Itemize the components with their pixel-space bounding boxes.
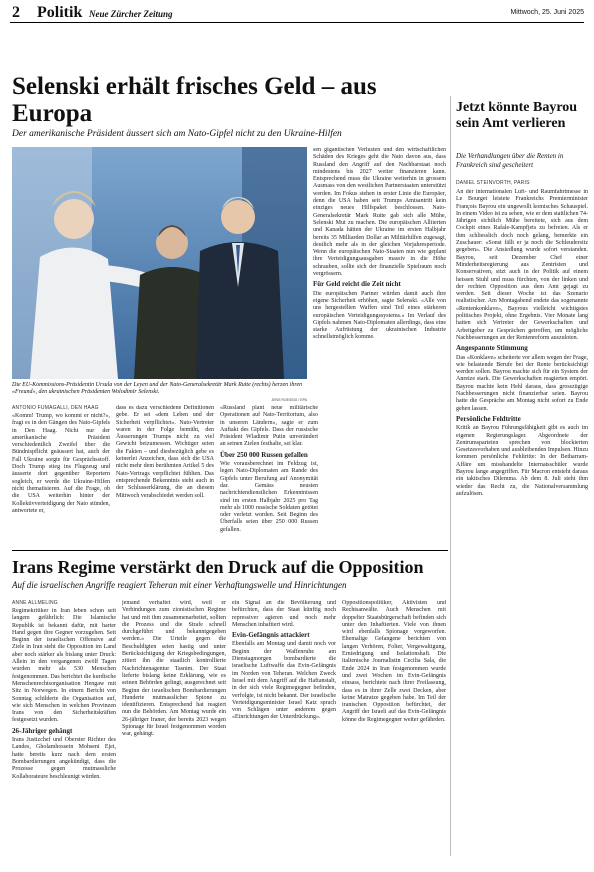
second-headline: Irans Regime verstärkt den Druck auf die Opposition: [12, 557, 424, 577]
second-column-3: [232, 600, 336, 858]
lead-byline: ANTONIO FUMAGALLI, DEN HAAG: [12, 405, 99, 411]
newspaper-name: Neue Zürcher Zeitung: [89, 9, 173, 19]
second-col1b-text: Irans Justizchef und Oberster Richter des Landes, Gholamhossein Mohseni Ejei, hatte bereits kurz nach dem ersten Bombardierungen angekündigt, dass die Prozesse gegen mutmassliche Kollaborateure beschleunigt würden.: [12, 737, 116, 780]
second-byline: ANNE ALLMELING: [12, 600, 58, 606]
sidebar-body-2: Das «Konklave» scheiterte vor allem wegen der Frage, wie belastende Berufe bei der Rente berücksichtigt werden sollen. Bayrou machte sich für ein System der Anreize stark. Die Gewerkschaften reagierten empört. Bayrou machte kein Hehl daraus, dass grosszügige Nachbesserungen nicht finanzierbar seien. Bayrou hatte die Gespräche am Montag nicht sofort zu Ende gehen lassen.: [456, 354, 588, 412]
sidebar-body: [456, 189, 588, 859]
second-col3b-text: Ebenfalls am Montag und damit noch vor Beginn der Waffenruhe am Dienstagmorgen bombardierte die israelische Luftwaffe das Evin-Gefängnis im Norden von Teheran. Welchen Zweck Israel mit dem Angriff auf die Haftanstalt, in der sich viele Regimegegner befinden, verfolgte, ist nicht bekannt. Der israelische Verteidigungsminister Israel Katz sprach von Schlägen unter anderem gegen «Einrichtungen der Unterdrückung».: [232, 641, 336, 721]
lead-subheadline: Der amerikanische Präsident äussert sich am Nato-Gipfel nicht zu den Ukraine-Hilfen: [12, 129, 342, 139]
lead-col3b-text: Wie vorausberechnet im Feldzug ist, legen Nato-Diplomaten am Rande des Gipfels unter Berufung auf Anonymität dar. Gemäss neusten nachrichtendienstlichen Erkenntnissen sind im ersten Halbjahr 2025 pro Tag mehr als 1000 russische Soldaten getötet oder verletzt worden. Seit Beginn des Überfalls seien über 250 000 Russen gefallen.: [220, 461, 318, 533]
issue-date: Mittwoch, 25. Juni 2025: [510, 9, 584, 16]
lead-column-3: [220, 405, 318, 541]
lead-col1-text: «Komm! Trump, wo kommt er nicht?», fragt es in den Gängen des Nato-Gipfels in Den Haag. Nicht nur der amerikanische Präsident verschiedentlich Zweifel über die Bündnispflicht geäussert hat, auch der Fall Ukraine sorgte für Gesprächsstoff. Doch Trump stieg ins Flugzeug und äusserte dort gegenüber Reportern sogleich, er werde die Ukraine-Hilfen nicht thematisieren. Auf die Frage, ob die USA weiterhin hinter der Kollektivverteidigung der Nato stünden, antwortete er,: [12, 413, 110, 514]
photo-credit: JENS ROESSIG / EPA: [271, 398, 307, 402]
lead-column-1: [12, 413, 110, 541]
second-column-4: [342, 600, 446, 858]
sidebar-subheadline: Die Verhandlungen über die Renten in Frankreich sind gescheitert: [456, 152, 564, 169]
lead-col4-subhead: Für Geld reicht die Zeit nicht: [313, 280, 401, 289]
page-number: 2: [12, 4, 20, 21]
second-column-1: [12, 608, 116, 858]
lead-photo: [12, 147, 307, 379]
sidebar-body-1: An der internationalen Luft- und Raumfahrtmesse in Le Bourget leistete Frankreichs Premierminister François Bayrou ein ungewollt komisches Schauspiel. In einem Video ist zu sehen, wie er dem stattlichen 74-Jährigen sichtlich Mühe bereitete, sich aus dem Cockpit eines Rafale-Kampfjets zu befreien. Als er ihm schliesslich doch noch gelang, bemerkte ein Zuschauer: «Sonst fällt er ja noch die Schleudersitz gegeben». Die Ansiedlung wurde sofort verstanden. Bayrou, seit Dezember Chef einer Minderheitsregierung aus Zentristen und Konservativen, sitzt auch in der Politik auf einem heissen Stuhl und muss fürchten, von der linken und der rechten Opposition aus dem Amt gejagt zu werden. Seit dieser Woche ist das Szenario realistischer. Am Montagabend endete das sogenannte «Rentenkonklave», Bayrous vielleicht wichtigstes politisches Projekt, ohne Ergebnis. Vier Monate lang hatten sich Vertreter der Gewerkschaften und Arbeitgeber zu Gesprächen getroffen, um mögliche Nachbesserungen an der Rentenreform auszuloten.: [456, 189, 588, 341]
lead-col4b-text: Die europäischen Partner würden damit auch ihre eigene Sicherheit erhöhen, sagte Selenski. «Alle von uns hergestellten Waffen sind Teil eines stärkeren europäischen Verteidigungssystems.» Im Verlauf des Gipfels nahmen Nato-Diplomaten allerdings, dass eine starke Aufrüstung der ukrainischen Industrie schnellstmöglich komme.: [313, 290, 446, 341]
second-col4-text: Oppositionspolitiker, Aktivisten und Rechtsanwälte. Auch Menschen mit doppelter Staatsbürgerschaft befinden sich unter den Inhaftierten. Viele von ihnen wird ebenfalls Spionage vorgeworfen. Ehemalige Gefangene berichten von langen Verhören, Folter, Vergewaltigung, Erniedrigung und Isolationshaft. Die italienische Journalistin Cecilia Sala, die Ende 2024 in Iran festgenommen wurde und zwei Wochen im Evin-Gefängnis einsass, berichtete nach ihrer Freilassung, dass es in ihrer Zelle zwei Decken, aber keine Matratze gegeben habe. Im Teil der iranischen Opposition befürchtet, der Angriff der Israeli auf das Evin-Gefängnis könne die Regimegegner weiter gefährden.: [342, 600, 446, 723]
lead-col3-subhead: Über 250 000 Russen gefallen: [220, 450, 308, 459]
lead-column-4: [313, 147, 446, 541]
second-col2-text: jemand verhaftet wird, weil er Verbindungen zum zionistischen Regime hat und mit ihm zusammenarbeitet, sollten die Prozess und die Strafe schnell durchgeführt und bekanntgegeben werden.» Die Urteile gegen die Beschuldigten seien hastig und unter Berücksichtigung der Kriegsbedingungen, zitiert ihn die staatlich kontrollierte Nachrichtenagentur Tasnim. Der Staat lieferte bislang keine Erklärung, wie es seinen Behörden gelingt, ausgerechnet seit Beginn der israelischen Bombardierungen Hunderte mutmasslicher Spione zu identifizieren. Entsprechend hat reagiert nun die Behörden. Am Montag wurde ein 26-jähriger Iraner, der bereits 2023 wegen Spionage für Israel festgenommen worden war, gehängt.: [122, 600, 226, 738]
lead-col3-text: «Russland plant neue militärische Operationen auf Nato-Territorium, also in unseren Ländern», sagte er zum Auftakt des Gipfels. Dass der russische Präsident Wladimir Putin unverändert an seinen Zielen festhalte, sei klar.: [220, 405, 318, 448]
masthead-rule: [10, 22, 584, 23]
sidebar-subhead-2: Persönliche Feldtritte: [456, 414, 521, 423]
column-divider: [450, 96, 451, 856]
article-divider: [12, 550, 448, 551]
photo-caption: Die EU-Kommissions-Präsidentin Ursula von der Leyen und der Nato-Generalsekretär Mark Rutte (rechts) herzen ihren «Freund», den ukrainischen Präsidenten Wolodimir Selenski.: [12, 382, 303, 395]
sidebar-body-3: Kritik an Bayrou Führungsfähigkeit gibt es auch im eigenen Regierungslager. Abgeordnete der Zentrumsparteien sprechen von blockierten Gesetzesvorhaben und ausbleibenden Impulsen. Hinzu kommen persönliche Fehltritte: In der Betharram-Affäre um misshandelte Internatsschüler wurde Bayrou lange angegriffen. Für Macron entsteht daraus ein taktisches Dilemma. Ab dem 8. Juli steht ihm wieder das Recht zu, die Nationalversammlung aufzulösen.: [456, 425, 588, 497]
second-column-2: [122, 600, 226, 858]
second-col3-text: ein Signal an die Bevölkerung und befürchten, dass der Staat künftig noch repressiver agieren und noch mehr Menschen inhaftiert wird.: [232, 600, 336, 628]
lead-col4-text: sen gigantischen Verlusten und den wirtschaftlichen Schäden des Krieges geht die Nato davon aus, dass Russland den Angriff auf den Nachbarstaat noch mindestens bis 2027 weiter finanzieren kann. Entsprechend muss die Ukraine weiterhin in grossem Ausmass von den westlichen Partnerstaaten unterstützt werden. Im Fokus stehen in erster Linie die Europäer, denn die USA haben seit Trumps Amtsantritt kein einziges neues Hilfspaket beschlossen. Nato-Generalsekretär Mark Rutte gab sich alle Mühe, Selenski Mut zu machen. Die europäischen Alliierten und Kanada hätten der Ukraine im ersten Halbjahr bereits 35 Milliarden Dollar an Militärhilfen zugesagt, deutlich mehr als in der gleichen Vorjahresperiode. Wenn die europäischen Nato-Staaten nun wie geplant ihre Verteidigungsausgaben massiv in die Höhe schrauben, sollte sich der finanzielle Spielraum noch vergrössern.: [313, 147, 446, 278]
second-col1-text: Regimekritiker in Iran leben schon seit langem gefährlich: Die Islamische Republik ist bekannt dafür, mit harter Hand gegen ihre Gegner vorzugehen. Seit Beginn der israelischen Offensive auf Ziele in Iran steht die Opposition im Land aber noch stärker als bislang unter Druck: Allein in den vergangenen zwölf Tagen wurden mehr als 530 Menschen festgenommen. Das berichtet die kurdische Menschenrechtsorganisation Hengaw mit Sitz in Norwegen. In einem Bericht von Sonntag schilderte die Organisation auf, wie sich Menschen in welchen Provinzen Irans von den Sicherheitskräften festgesetzt wurden.: [12, 608, 116, 724]
sidebar-headline: Jetzt könnte Bayrou sein Amt verlieren: [456, 100, 578, 131]
second-subheadline: Auf die israelischen Angriffe reagiert Teheran mit einer Verhaftungswelle und Hinrichtungen: [12, 580, 347, 590]
summit-photo-illustration: [12, 147, 307, 379]
lead-headline: Selenski erhält frisches Geld – aus Europa: [12, 73, 377, 127]
sidebar-byline: DANIEL STEINVORTH, PARIS: [456, 180, 530, 186]
lead-column-2: [116, 405, 214, 541]
second-col3-subhead: Evin-Gefängnis attackiert: [232, 631, 310, 640]
section-title: Politik: [37, 4, 83, 21]
lead-col2-text: dass es dazu verschiedene Definitionen gebe. Er sei «dem Leben und der Sicherheit verpflichtet». Nato-Vertreter waren in der Folge bemüht, den Äusserungen Trumps nicht zu viel Gewicht beizumessen. Wichtiger seien die Fakten – und diesbezüglich gebe es keinerlei Anzeichen, dass sich die USA nicht mehr dem berühmten Artikel 5 des Nato-Vertrags verpflichtet fühlten. Das entsprechende Bekenntnis steht auch in der Schlusserklärung, die an diesem Mittwoch verabschiedet werden soll.: [116, 405, 214, 499]
second-col1-subhead: 26-Jähriger gehängt: [12, 726, 73, 735]
sidebar-subhead-1: Angespannte Stimmung: [456, 344, 528, 353]
